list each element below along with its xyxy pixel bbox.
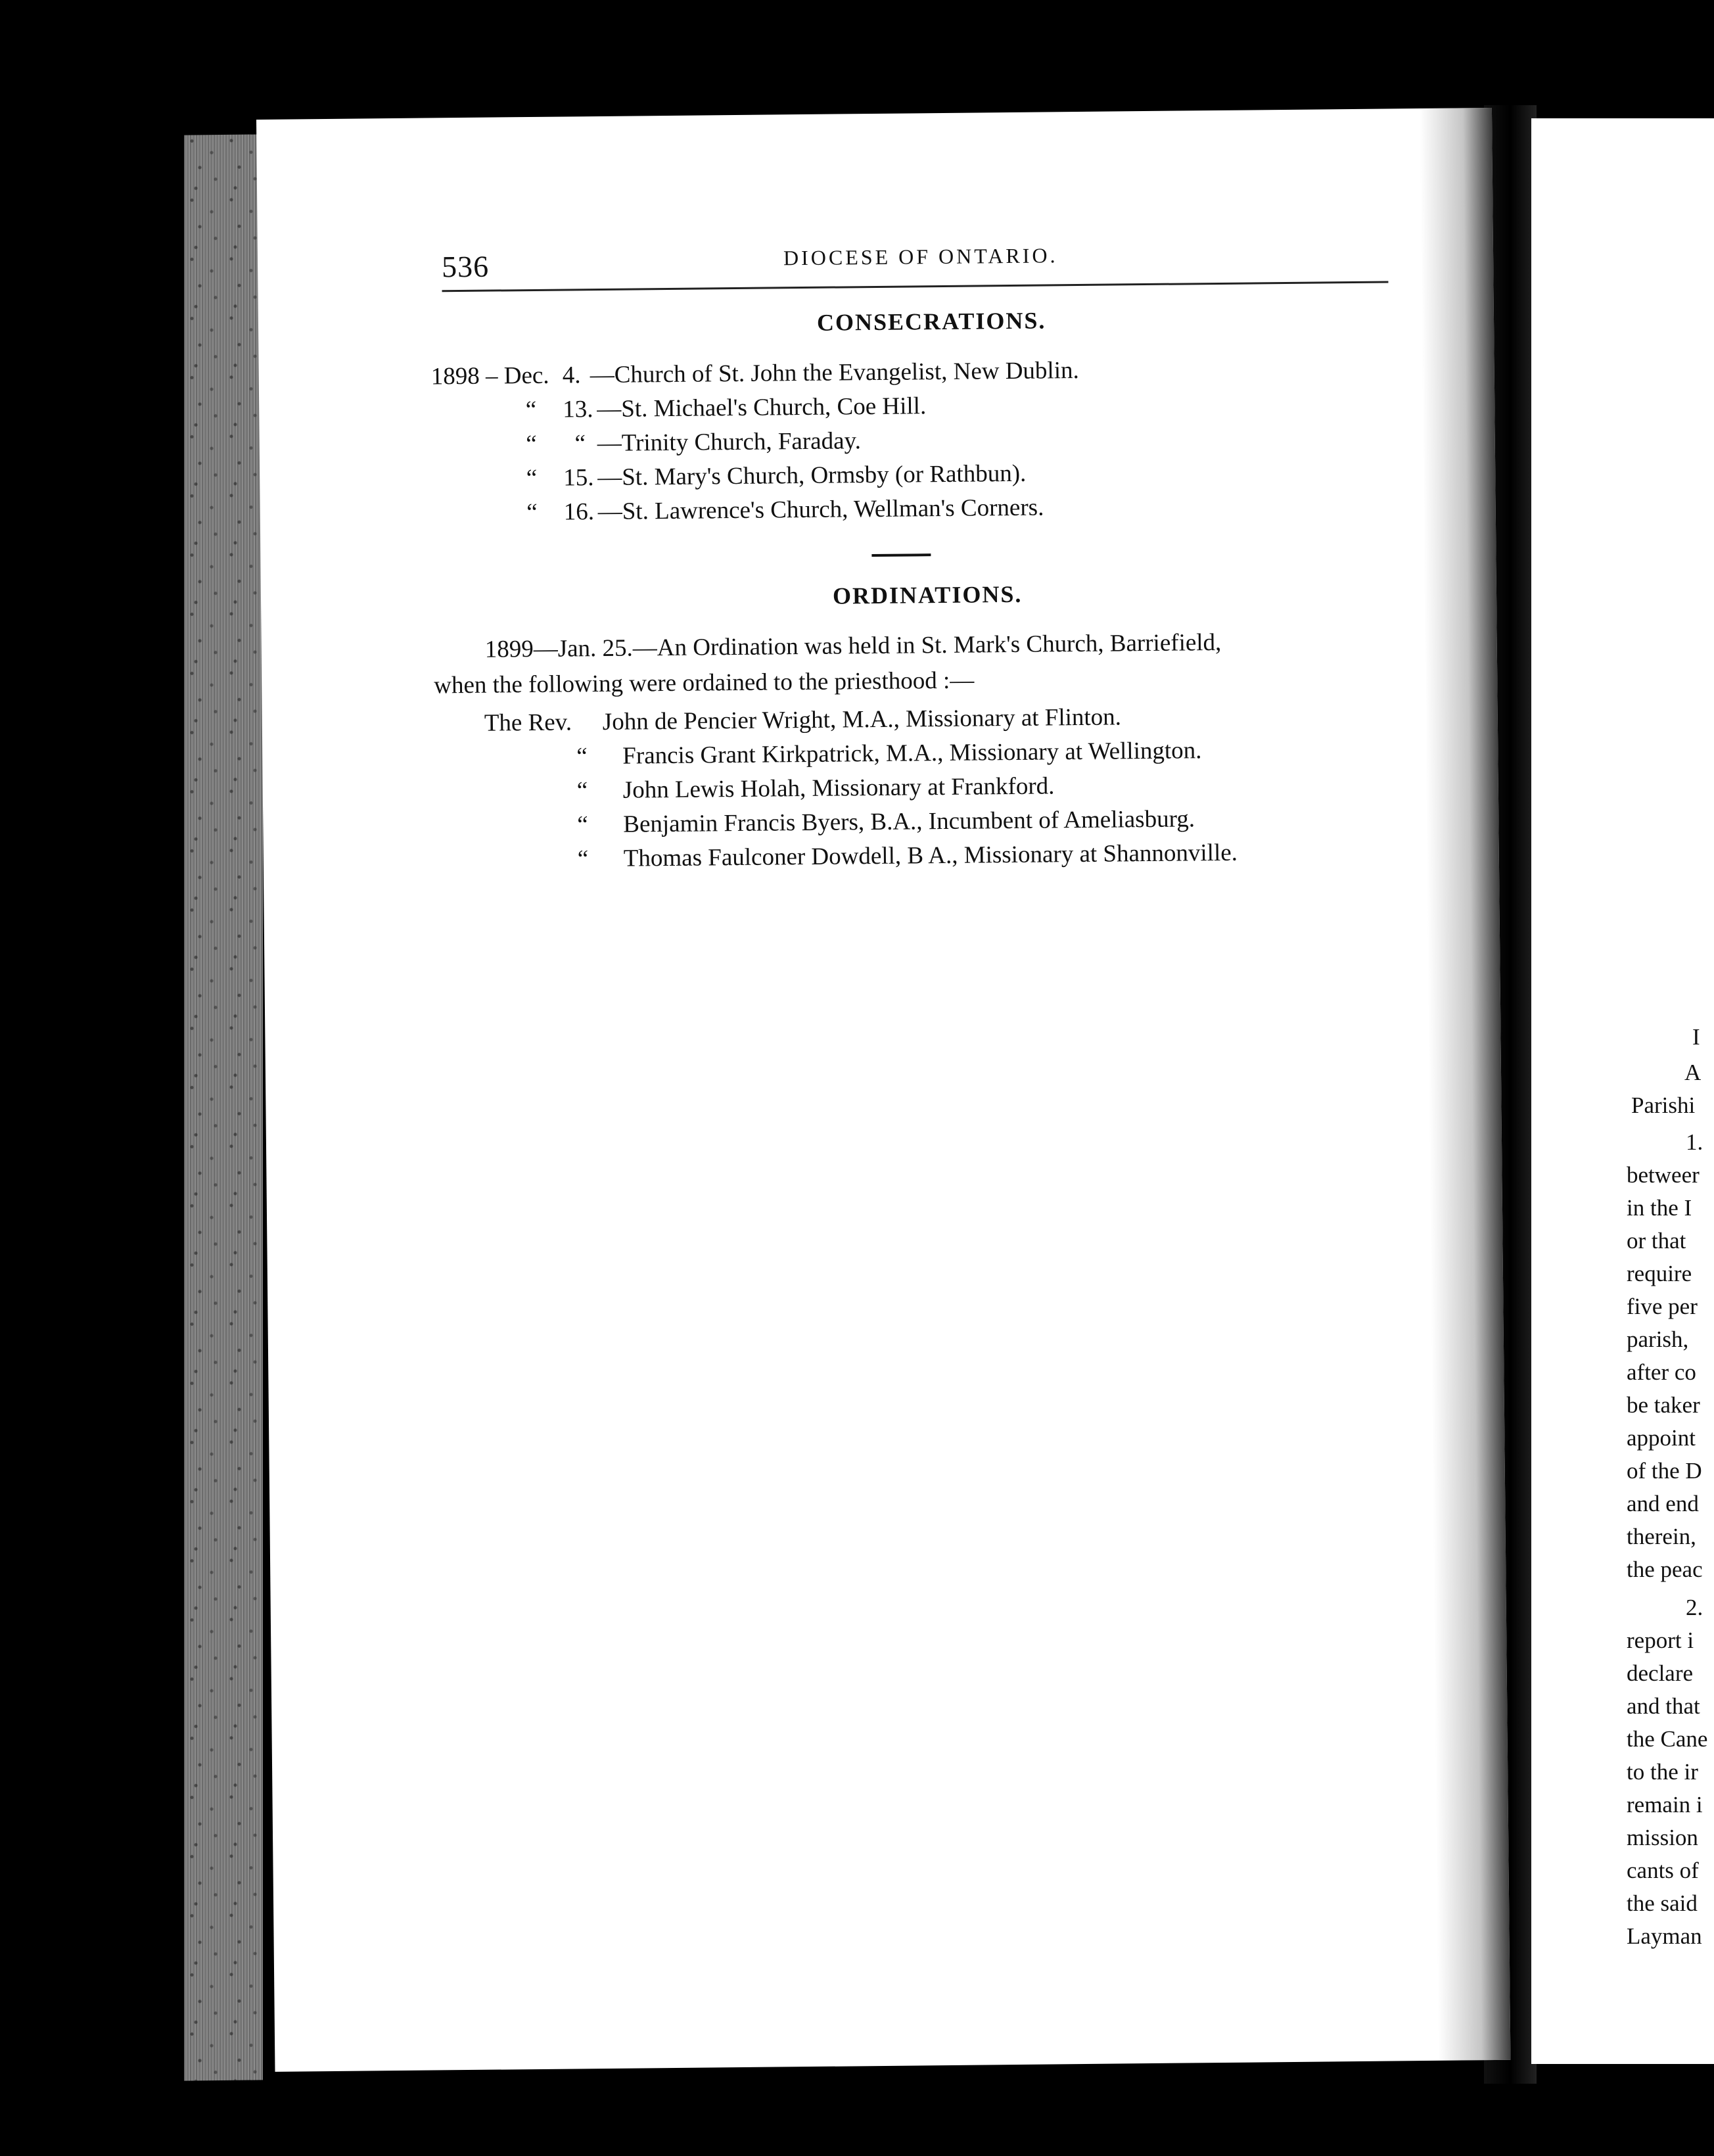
- right-page-line: and that: [1627, 1693, 1700, 1719]
- ordination-intro-line-1: 1899—Jan. 25.—An Ordination was held in St. Mark's Church, Barriefield,: [484, 628, 1222, 663]
- consecration-entry: [431, 356, 1079, 390]
- right-page-line: Layman: [1627, 1923, 1702, 1949]
- entry-date-ditto: “: [526, 498, 538, 527]
- clergy-entry: [576, 736, 1201, 770]
- right-page-line: 2.: [1686, 1595, 1703, 1620]
- entry-day: 16.: [563, 498, 595, 526]
- entry-text: —St. Michael's Church, Coe Hill.: [597, 392, 927, 423]
- entry-day: 13.: [563, 396, 593, 423]
- clergy-text: Benjamin Francis Byers, B.A., Incumbent of Ameliasburg.: [623, 805, 1195, 838]
- foxing-spots: [184, 134, 263, 2080]
- right-page-line: A: [1684, 1060, 1702, 1085]
- entry-date-ditto: “: [525, 396, 537, 424]
- right-page-line: remain i: [1627, 1792, 1703, 1817]
- clergy-entry: [577, 805, 1195, 839]
- entry-text: —Trinity Church, Faraday.: [597, 427, 862, 457]
- ditto-mark: “: [577, 811, 588, 839]
- right-page-line: in the I: [1627, 1195, 1692, 1221]
- right-page-line: after co: [1627, 1359, 1696, 1385]
- ditto-mark: “: [576, 743, 588, 770]
- rev-prefix: The Rev.: [484, 709, 572, 737]
- entry-date-ditto: “: [526, 430, 537, 458]
- entry-day-ditto: “: [574, 430, 586, 457]
- right-page: [1531, 118, 1714, 2064]
- clergy-text: Thomas Faulconer Dowdell, B A., Missionary at Shannonville.: [623, 839, 1238, 872]
- clergy-entry: [578, 839, 1238, 874]
- entry-date-ditto: “: [526, 464, 538, 492]
- right-page-line: of the D: [1627, 1458, 1702, 1484]
- consecration-entry: [432, 459, 1026, 494]
- consecrations-heading: CONSECRATIONS.: [816, 307, 1046, 336]
- right-page-line: I: [1692, 1024, 1700, 1050]
- entry-text: —St. Mary's Church, Ormsby (or Rathbun).: [597, 459, 1027, 492]
- ditto-mark: “: [576, 777, 588, 805]
- entry-day: 4.: [562, 362, 581, 389]
- right-page-line: declare: [1627, 1660, 1694, 1686]
- right-page-line: Parishi: [1631, 1092, 1696, 1118]
- ordinations-heading: ORDINATIONS.: [832, 580, 1023, 609]
- right-page-line: five per: [1627, 1294, 1698, 1319]
- running-title: DIOCESE OF ONTARIO.: [783, 243, 1058, 270]
- clergy-entry: [577, 772, 1055, 805]
- left-page: [256, 108, 1510, 2072]
- right-page-line: or that: [1627, 1228, 1686, 1254]
- consecration-entry: [432, 427, 862, 459]
- section-divider: [871, 553, 931, 557]
- clergy-entry: [484, 703, 1122, 737]
- right-page-line: to the ir: [1627, 1759, 1698, 1785]
- entry-day: 15.: [563, 464, 594, 492]
- clergy-text: John de Pencier Wright, M.A., Missionary at Flinton.: [602, 703, 1122, 736]
- right-page-line: the said: [1627, 1890, 1698, 1916]
- entry-text: —St. Lawrence's Church, Wellman's Corners.: [597, 494, 1044, 526]
- right-page-text: [1531, 118, 1714, 2064]
- right-page-line: appoint: [1627, 1425, 1696, 1451]
- consecration-entry: [432, 494, 1044, 528]
- clergy-text: Francis Grant Kirkpatrick, M.A., Missionary at Wellington.: [622, 737, 1202, 770]
- header-rule: [442, 281, 1389, 292]
- page-number: 536: [441, 249, 490, 284]
- right-page-line: parish,: [1627, 1326, 1689, 1352]
- right-page-line: therein,: [1627, 1524, 1696, 1549]
- right-page-line: cants of: [1627, 1858, 1699, 1883]
- ordination-intro-line-2: when the following were ordained to the priesthood :—: [434, 667, 975, 699]
- right-page-line: require: [1627, 1261, 1692, 1286]
- right-page-line: 1.: [1686, 1129, 1703, 1155]
- entry-date: 1898 – Dec.: [430, 362, 549, 390]
- consecration-entry: [431, 392, 926, 425]
- right-page-line: be taker: [1627, 1392, 1700, 1418]
- right-page-line: betweer: [1627, 1162, 1700, 1188]
- book-page-edges: [184, 134, 263, 2080]
- right-page-line: the peac: [1627, 1557, 1703, 1582]
- ditto-mark: “: [577, 845, 589, 873]
- right-page-line: and end: [1627, 1491, 1699, 1516]
- entry-text: —Church of St. John the Evangelist, New Dublin.: [590, 357, 1079, 389]
- right-page-line: report i: [1627, 1628, 1694, 1653]
- clergy-text: John Lewis Holah, Missionary at Frankford.: [622, 772, 1055, 804]
- right-page-line: the Cane: [1627, 1726, 1708, 1752]
- right-page-line: mission: [1627, 1825, 1698, 1850]
